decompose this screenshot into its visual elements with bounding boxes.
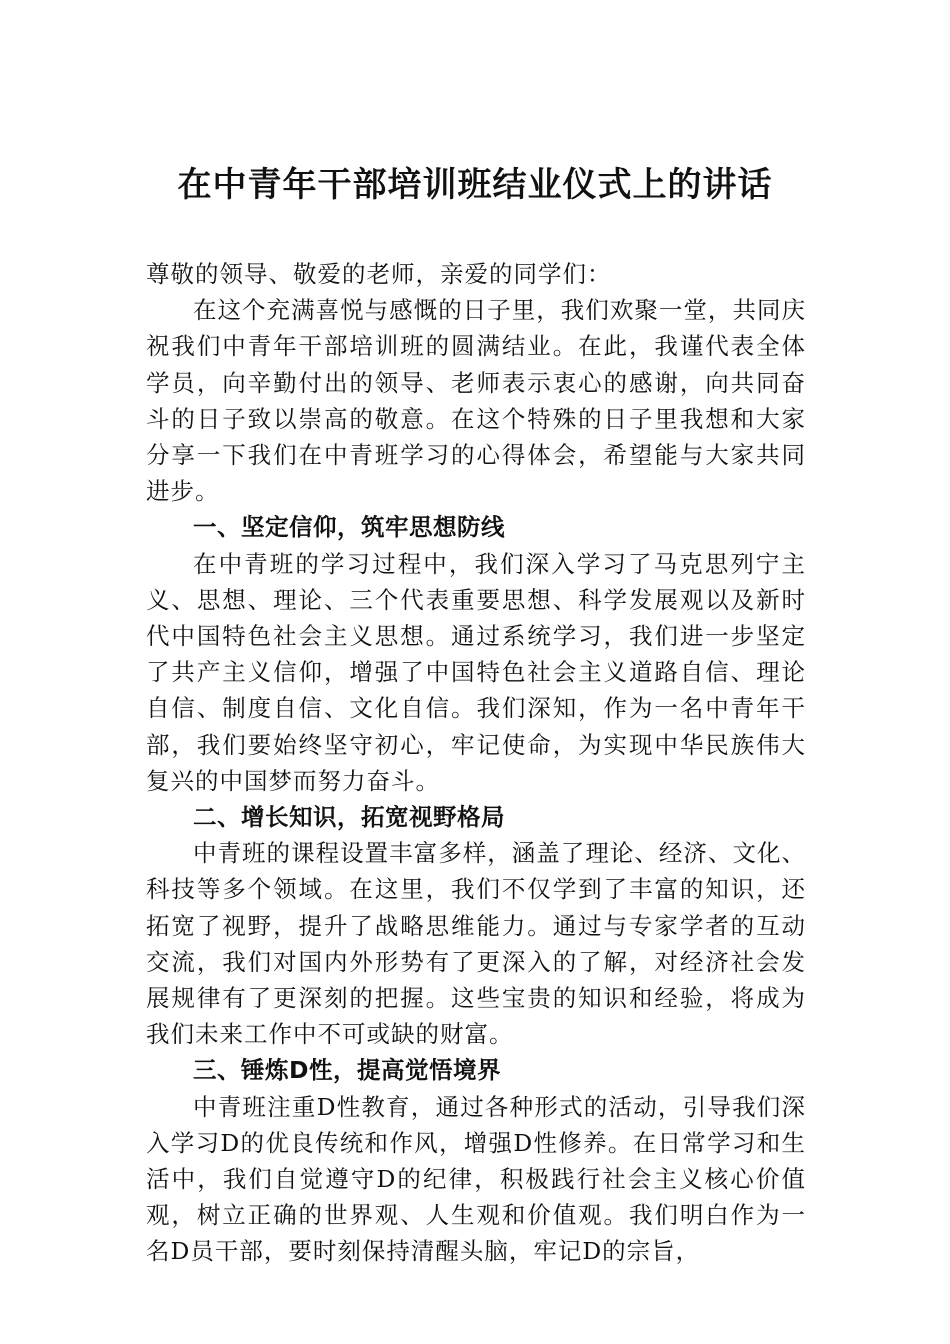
section-paragraph-1: 在中青班的学习过程中，我们深入学习了马克思列宁主义、思想、理论、三个代表重要思想、科学发展观以及新时代中国特色社会主义思想。通过系统学习，我们进一步坚定了共产主义信仰，增强了中国特色社会主义道路自信、理论自信、制度自信、文化自信。我们深知，作为一名中青年干部，我们要始终坚守初心，牢记使命，为实现中华民族伟大复兴的中国梦而努力奋斗。 <box>146 549 806 795</box>
section-paragraph-2: 中青班的课程设置丰富多样，涵盖了理论、经济、文化、科技等多个领域。在这里，我们不仅学到了丰富的知识，还拓宽了视野，提升了战略思维能力。通过与专家学者的互动交流，我们对国内外形势有了更深入的了解，对经济社会发展规律有了更深刻的把握。这些宝贵的知识和经验，将成为我们未来工作中不可或缺的财富。 <box>146 839 806 1049</box>
document-body <box>146 256 806 1270</box>
intro-paragraph: 在这个充满喜悦与感慨的日子里，我们欢聚一堂，共同庆祝我们中青年干部培训班的圆满结业。在此，我谨代表全体学员，向辛勤付出的领导、老师表示衷心的感谢，向共同奋斗的日子致以崇高的敬意。在这个特殊的日子里我想和大家分享一下我们在中青班学习的心得体会，希望能与大家共同进步。 <box>146 296 806 506</box>
salutation: 尊敬的领导、敬爱的老师，亲爱的同学们： <box>146 260 612 288</box>
section-heading-1: 一、坚定信仰，筑牢思想防线 <box>193 513 505 542</box>
section-heading-2: 二、增长知识，拓宽视野格局 <box>193 803 505 832</box>
section-heading-3: 三、锤炼D性，提高觉悟境界 <box>193 1056 502 1085</box>
section-paragraph-3: 中青班注重D性教育，通过各种形式的活动，引导我们深入学习D的优良传统和作风，增强D性修养。在日常学习和生活中，我们自觉遵守D的纪律，积极践行社会主义核心价值观，树立正确的世界观、人生观和价值观。我们明白作为一名D员干部，要时刻保持清醒头脑，牢记D的宗旨， <box>146 1092 806 1266</box>
document-title: 在中青年干部培训班结业仪式上的讲话 <box>177 165 773 205</box>
